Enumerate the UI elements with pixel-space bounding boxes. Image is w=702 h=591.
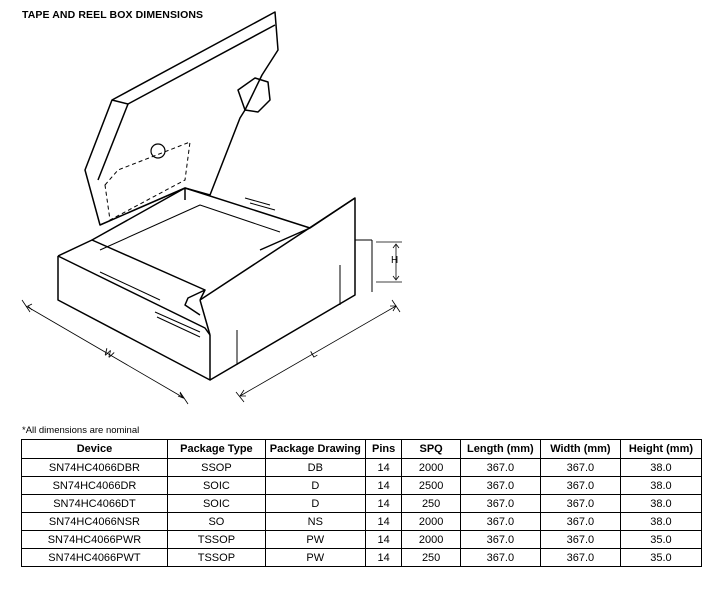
table-row [22, 549, 702, 567]
cell-package-type: SOIC [167, 495, 265, 513]
cell-package-type: TSSOP [167, 531, 265, 549]
cell-spq: 250 [402, 495, 460, 513]
col-pins: Pins [365, 440, 402, 459]
cell-pins: 14 [365, 513, 402, 531]
cell-width: 367.0 [540, 495, 620, 513]
table-header-row [22, 440, 702, 459]
cell-spq: 2000 [402, 531, 460, 549]
cell-pins: 14 [365, 495, 402, 513]
cell-width: 367.0 [540, 549, 620, 567]
col-height: Height (mm) [620, 440, 701, 459]
col-length: Length (mm) [460, 440, 540, 459]
cell-package-drawing: DB [265, 459, 365, 477]
cell-height: 38.0 [620, 495, 701, 513]
height-label: H [391, 255, 399, 266]
cell-spq: 2000 [402, 513, 460, 531]
cell-package-type: SSOP [167, 459, 265, 477]
cell-device: SN74HC4066DT [22, 495, 168, 513]
cell-device: SN74HC4066NSR [22, 513, 168, 531]
cell-spq: 2000 [402, 459, 460, 477]
cell-length: 367.0 [460, 495, 540, 513]
cell-pins: 14 [365, 459, 402, 477]
cell-length: 367.0 [460, 477, 540, 495]
cell-height: 38.0 [620, 513, 701, 531]
cell-device: SN74HC4066DBR [22, 459, 168, 477]
cell-length: 367.0 [460, 459, 540, 477]
cell-height: 35.0 [620, 531, 701, 549]
cell-spq: 2500 [402, 477, 460, 495]
dimensions-note: *All dimensions are nominal [22, 425, 140, 436]
cell-width: 367.0 [540, 459, 620, 477]
box-dimensions-table [21, 439, 702, 567]
cell-pins: 14 [365, 549, 402, 567]
cell-pins: 14 [365, 477, 402, 495]
table-row [22, 495, 702, 513]
cell-width: 367.0 [540, 531, 620, 549]
cell-package-drawing: NS [265, 513, 365, 531]
col-package-type: Package Type [167, 440, 265, 459]
cell-width: 367.0 [540, 513, 620, 531]
cell-package-type: SO [167, 513, 265, 531]
cell-package-drawing: PW [265, 549, 365, 567]
cell-height: 35.0 [620, 549, 701, 567]
table-row [22, 531, 702, 549]
cell-pins: 14 [365, 531, 402, 549]
cell-device: SN74HC4066DR [22, 477, 168, 495]
cell-height: 38.0 [620, 459, 701, 477]
cell-package-type: TSSOP [167, 549, 265, 567]
cell-package-type: SOIC [167, 477, 265, 495]
length-label: L [309, 348, 320, 361]
cell-height: 38.0 [620, 477, 701, 495]
cell-length: 367.0 [460, 531, 540, 549]
col-width: Width (mm) [540, 440, 620, 459]
cell-width: 367.0 [540, 477, 620, 495]
col-device: Device [22, 440, 168, 459]
table-row [22, 459, 702, 477]
cell-package-drawing: D [265, 495, 365, 513]
col-package-drawing: Package Drawing [265, 440, 365, 459]
table-row [22, 513, 702, 531]
cell-package-drawing: D [265, 477, 365, 495]
page-title: TAPE AND REEL BOX DIMENSIONS [22, 9, 204, 21]
cell-package-drawing: PW [265, 531, 365, 549]
cell-device: SN74HC4066PWT [22, 549, 168, 567]
cell-length: 367.0 [460, 513, 540, 531]
width-label: W [101, 347, 116, 362]
cell-device: SN74HC4066PWR [22, 531, 168, 549]
cell-length: 367.0 [460, 549, 540, 567]
cell-spq: 250 [402, 549, 460, 567]
box-lid [85, 12, 278, 225]
col-spq: SPQ [402, 440, 460, 459]
table-row [22, 477, 702, 495]
